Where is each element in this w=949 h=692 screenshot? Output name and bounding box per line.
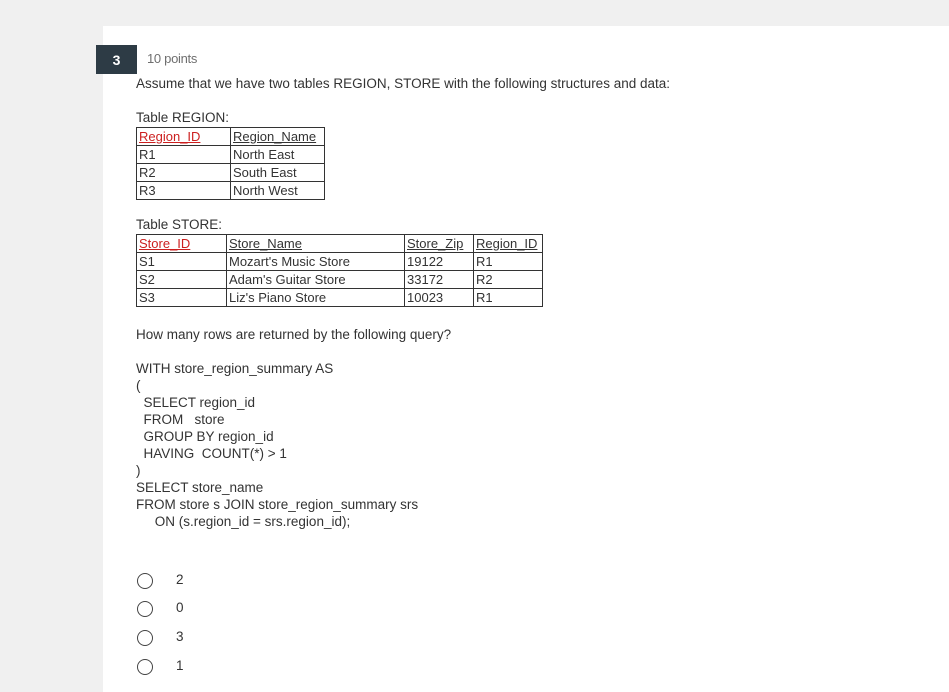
store-region-id-header: Region_ID [474,235,543,253]
radio-button[interactable] [137,630,153,646]
query-line: ( [136,378,141,393]
question-number-badge: 3 [96,45,137,74]
table-cell: North East [231,146,325,164]
question-prompt: How many rows are returned by the following query? [136,327,452,342]
answer-option-label: 3 [176,629,184,644]
radio-button[interactable] [137,573,153,589]
answer-option-1[interactable] [137,572,184,589]
query-line: SELECT store_name [136,480,264,495]
radio-button[interactable] [137,659,153,675]
query-line: ) [136,463,141,478]
region-table-caption: Table REGION: [136,110,230,125]
table-cell: Adam's Guitar Store [227,271,405,289]
answer-option-4[interactable] [137,658,184,675]
table-cell: R1 [474,253,543,271]
table-row [137,253,543,271]
store-name-header: Store_Name [227,235,405,253]
table-cell: 10023 [405,289,474,307]
table-cell: S3 [137,289,227,307]
answer-option-3[interactable] [137,629,184,646]
table-cell: Liz's Piano Store [227,289,405,307]
region-name-header: Region_Name [231,128,325,146]
table-cell: S1 [137,253,227,271]
query-line: GROUP BY region_id [136,429,274,444]
question-card [103,26,949,692]
query-line: SELECT region_id [136,395,256,410]
answer-option-label: 0 [176,600,184,615]
table-row [137,164,325,182]
region-table [136,127,325,200]
query-line: ON (s.region_id = srs.region_id); [136,514,351,529]
table-cell: R3 [137,182,231,200]
question-intro: Assume that we have two tables REGION, STORE with the following structures and data: [136,76,670,91]
table-cell: 33172 [405,271,474,289]
radio-button[interactable] [137,601,153,617]
table-row [137,289,543,307]
query-line: FROM store s JOIN store_region_summary srs [136,497,419,512]
table-cell: North West [231,182,325,200]
table-cell: South East [231,164,325,182]
query-line: FROM store [136,412,225,427]
table-cell: R2 [137,164,231,182]
table-cell: Mozart's Music Store [227,253,405,271]
table-row [137,271,543,289]
store-table-caption: Table STORE: [136,217,223,232]
table-row [137,182,325,200]
store-table [136,234,543,307]
query-line: WITH store_region_summary AS [136,361,334,376]
answer-option-label: 2 [176,572,184,587]
table-cell: R1 [137,146,231,164]
table-row [137,146,325,164]
query-line: HAVING COUNT(*) > 1 [136,446,287,461]
store-id-header: Store_ID [137,235,227,253]
answer-option-2[interactable] [137,600,184,617]
table-cell: S2 [137,271,227,289]
table-cell: R1 [474,289,543,307]
table-cell: R2 [474,271,543,289]
store-zip-header: Store_Zip [405,235,474,253]
question-points: 10 points [147,51,198,66]
region-id-header: Region_ID [137,128,231,146]
table-cell: 19122 [405,253,474,271]
answer-option-label: 1 [176,658,184,673]
